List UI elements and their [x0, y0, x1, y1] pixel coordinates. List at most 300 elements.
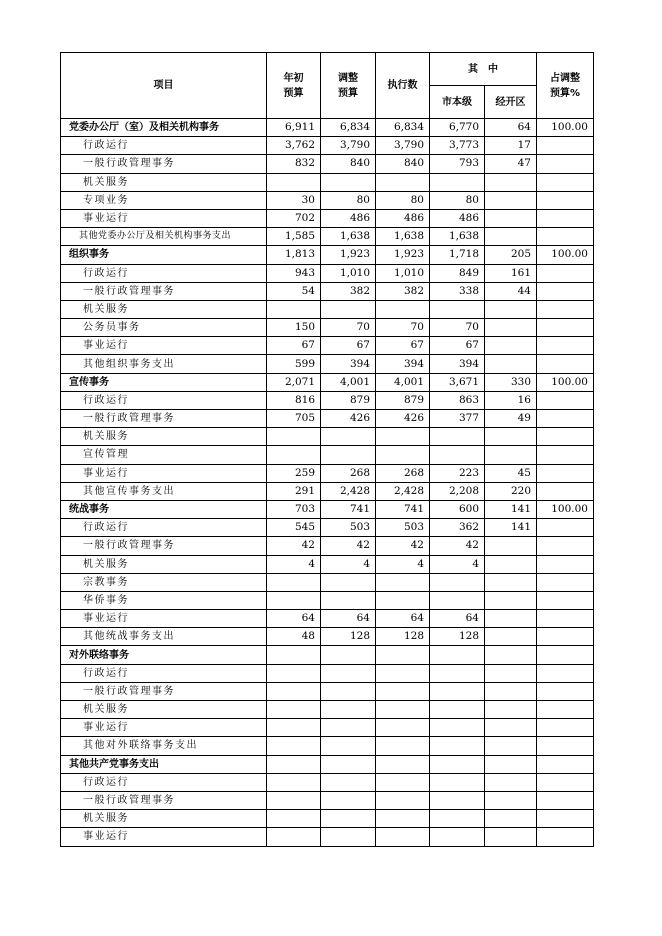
executed-cell: 486 [376, 209, 430, 227]
header-adjusted-budget [321, 53, 376, 119]
initial-budget-cell: 703 [267, 500, 321, 518]
pct-cell [537, 191, 594, 209]
city-level-cell: 80 [430, 191, 485, 209]
dev-zone-cell: 64 [485, 119, 537, 137]
category-name: 其他共产党事务支出 [61, 755, 267, 773]
adjusted-budget-cell [321, 428, 376, 446]
pct-cell [537, 155, 594, 173]
dev-zone-cell [485, 537, 537, 555]
adjusted-budget-cell [321, 810, 376, 828]
header-dev-zone: 经开区 [485, 86, 537, 119]
initial-budget-cell [267, 591, 321, 609]
executed-cell [376, 737, 430, 755]
adjusted-budget-cell: 268 [321, 464, 376, 482]
city-level-cell [430, 300, 485, 318]
item-name: 机关服务 [61, 555, 267, 573]
table-row [61, 337, 594, 355]
table-row [61, 682, 594, 700]
table-row [61, 737, 594, 755]
executed-cell: 128 [376, 628, 430, 646]
category-name: 宣传事务 [61, 373, 267, 391]
pct-cell [537, 464, 594, 482]
initial-budget-cell: 30 [267, 191, 321, 209]
executed-cell [376, 791, 430, 809]
table-row [61, 773, 594, 791]
executed-cell: 2,428 [376, 482, 430, 500]
adjusted-budget-cell: 3,790 [321, 137, 376, 155]
dev-zone-cell [485, 628, 537, 646]
item-name: 行政运行 [61, 664, 267, 682]
item-name: 宣传管理 [61, 446, 267, 464]
executed-cell [376, 828, 430, 846]
dev-zone-cell: 16 [485, 391, 537, 409]
adjusted-budget-cell: 486 [321, 209, 376, 227]
city-level-cell [430, 428, 485, 446]
item-name: 宗教事务 [61, 573, 267, 591]
adjusted-budget-cell: 503 [321, 519, 376, 537]
adjusted-budget-cell [321, 446, 376, 464]
pct-cell: 100.00 [537, 500, 594, 518]
pct-cell [537, 591, 594, 609]
dev-zone-cell [485, 337, 537, 355]
table-row [61, 610, 594, 628]
pct-cell [537, 228, 594, 246]
executed-cell [376, 646, 430, 664]
pct-cell [537, 610, 594, 628]
header-executed: 执行数 [376, 53, 430, 119]
initial-budget-cell: 1,813 [267, 246, 321, 264]
pct-cell [537, 137, 594, 155]
pct-cell [537, 173, 594, 191]
dev-zone-cell [485, 701, 537, 719]
adjusted-budget-cell: 879 [321, 391, 376, 409]
dev-zone-cell: 205 [485, 246, 537, 264]
category-name: 对外联络事务 [61, 646, 267, 664]
initial-budget-cell: 943 [267, 264, 321, 282]
adjusted-budget-cell [321, 682, 376, 700]
dev-zone-cell [485, 682, 537, 700]
table-row [61, 519, 594, 537]
dev-zone-cell [485, 591, 537, 609]
table-row [61, 464, 594, 482]
header-initial-text: 年初 预算 [283, 72, 304, 99]
initial-budget-cell: 702 [267, 209, 321, 227]
city-level-cell [430, 773, 485, 791]
initial-budget-cell: 150 [267, 319, 321, 337]
executed-cell: 42 [376, 537, 430, 555]
pct-cell: 100.00 [537, 373, 594, 391]
dev-zone-cell: 141 [485, 500, 537, 518]
dev-zone-cell [485, 810, 537, 828]
item-name: 公务员事务 [61, 319, 267, 337]
executed-cell: 394 [376, 355, 430, 373]
dev-zone-cell: 161 [485, 264, 537, 282]
item-name: 机关服务 [61, 173, 267, 191]
city-level-cell: 600 [430, 500, 485, 518]
table-row [61, 810, 594, 828]
item-name: 事业运行 [61, 719, 267, 737]
executed-cell: 426 [376, 410, 430, 428]
item-name: 事业运行 [61, 610, 267, 628]
table-row [61, 828, 594, 846]
adjusted-budget-cell: 1,010 [321, 264, 376, 282]
dev-zone-cell [485, 828, 537, 846]
executed-cell: 6,834 [376, 119, 430, 137]
initial-budget-cell [267, 446, 321, 464]
executed-cell [376, 573, 430, 591]
pct-cell [537, 446, 594, 464]
adjusted-budget-cell [321, 773, 376, 791]
initial-budget-cell: 67 [267, 337, 321, 355]
initial-budget-cell: 599 [267, 355, 321, 373]
pct-cell [537, 209, 594, 227]
pct-cell [537, 664, 594, 682]
table-row [61, 319, 594, 337]
item-name: 机关服务 [61, 300, 267, 318]
city-level-cell [430, 573, 485, 591]
pct-cell [537, 264, 594, 282]
item-name: 事业运行 [61, 828, 267, 846]
executed-cell: 879 [376, 391, 430, 409]
adjusted-budget-cell [321, 701, 376, 719]
adjusted-budget-cell: 42 [321, 537, 376, 555]
header-adjusted-text: 调整 预算 [338, 72, 358, 99]
pct-cell [537, 828, 594, 846]
pct-cell [537, 646, 594, 664]
city-level-cell [430, 173, 485, 191]
dev-zone-cell [485, 573, 537, 591]
initial-budget-cell [267, 173, 321, 191]
executed-cell: 268 [376, 464, 430, 482]
table-row [61, 428, 594, 446]
initial-budget-cell: 54 [267, 282, 321, 300]
item-name: 事业运行 [61, 209, 267, 227]
executed-cell [376, 300, 430, 318]
dev-zone-cell [485, 791, 537, 809]
table-row [61, 155, 594, 173]
pct-cell [537, 482, 594, 500]
item-name: 一般行政管理事务 [61, 791, 267, 809]
executed-cell: 741 [376, 500, 430, 518]
city-level-cell: 128 [430, 628, 485, 646]
pct-cell [537, 682, 594, 700]
table-row [61, 300, 594, 318]
executed-cell: 64 [376, 610, 430, 628]
pct-cell [537, 428, 594, 446]
pct-cell: 100.00 [537, 246, 594, 264]
initial-budget-cell: 291 [267, 482, 321, 500]
table-row [61, 355, 594, 373]
header-city-level: 市本级 [430, 86, 485, 119]
dev-zone-cell [485, 173, 537, 191]
adjusted-budget-cell: 2,428 [321, 482, 376, 500]
pct-cell: 100.00 [537, 119, 594, 137]
dev-zone-cell: 44 [485, 282, 537, 300]
city-level-cell [430, 810, 485, 828]
adjusted-budget-cell [321, 300, 376, 318]
dev-zone-cell [485, 773, 537, 791]
city-level-cell: 362 [430, 519, 485, 537]
initial-budget-cell: 832 [267, 155, 321, 173]
initial-budget-cell: 2,071 [267, 373, 321, 391]
city-level-cell: 849 [430, 264, 485, 282]
table-row [61, 410, 594, 428]
item-name: 一般行政管理事务 [61, 282, 267, 300]
initial-budget-cell [267, 755, 321, 773]
executed-cell [376, 755, 430, 773]
city-level-cell: 3,671 [430, 373, 485, 391]
executed-cell: 70 [376, 319, 430, 337]
dev-zone-cell [485, 446, 537, 464]
table-row [61, 482, 594, 500]
table-row [61, 500, 594, 518]
adjusted-budget-cell: 4,001 [321, 373, 376, 391]
header-of-which: 其 中 [430, 53, 537, 86]
table-row [61, 137, 594, 155]
executed-cell: 840 [376, 155, 430, 173]
table-row [61, 646, 594, 664]
dev-zone-cell: 49 [485, 410, 537, 428]
table-row [61, 282, 594, 300]
city-level-cell: 67 [430, 337, 485, 355]
pct-cell [537, 810, 594, 828]
initial-budget-cell [267, 810, 321, 828]
table-row [61, 791, 594, 809]
city-level-cell: 863 [430, 391, 485, 409]
city-level-cell: 42 [430, 537, 485, 555]
header-initial-budget [267, 53, 321, 119]
adjusted-budget-cell: 382 [321, 282, 376, 300]
pct-cell [537, 737, 594, 755]
city-level-cell: 1,638 [430, 228, 485, 246]
dev-zone-cell [485, 319, 537, 337]
executed-cell: 67 [376, 337, 430, 355]
pct-cell [537, 573, 594, 591]
adjusted-budget-cell [321, 173, 376, 191]
initial-budget-cell [267, 737, 321, 755]
pct-cell [537, 773, 594, 791]
table-body [61, 119, 594, 847]
executed-cell [376, 810, 430, 828]
item-name: 事业运行 [61, 337, 267, 355]
table-row [61, 373, 594, 391]
executed-cell [376, 446, 430, 464]
city-level-cell: 223 [430, 464, 485, 482]
table-row [61, 246, 594, 264]
item-name: 华侨事务 [61, 591, 267, 609]
item-name: 其他统战事务支出 [61, 628, 267, 646]
table-row [61, 446, 594, 464]
city-level-cell: 338 [430, 282, 485, 300]
table-row [61, 573, 594, 591]
header-pct-adjusted [537, 53, 594, 119]
item-name: 机关服务 [61, 810, 267, 828]
item-name: 行政运行 [61, 391, 267, 409]
initial-budget-cell [267, 300, 321, 318]
city-level-cell [430, 446, 485, 464]
city-level-cell: 6,770 [430, 119, 485, 137]
table-row [61, 591, 594, 609]
city-level-cell: 394 [430, 355, 485, 373]
adjusted-budget-cell [321, 791, 376, 809]
initial-budget-cell: 48 [267, 628, 321, 646]
adjusted-budget-cell [321, 591, 376, 609]
item-name: 专项业务 [61, 191, 267, 209]
pct-cell [537, 537, 594, 555]
initial-budget-cell [267, 682, 321, 700]
adjusted-budget-cell [321, 646, 376, 664]
executed-cell [376, 664, 430, 682]
dev-zone-cell: 141 [485, 519, 537, 537]
pct-cell [537, 391, 594, 409]
city-level-cell: 64 [430, 610, 485, 628]
dev-zone-cell [485, 555, 537, 573]
executed-cell [376, 428, 430, 446]
table-row [61, 719, 594, 737]
initial-budget-cell: 816 [267, 391, 321, 409]
city-level-cell [430, 719, 485, 737]
executed-cell: 1,010 [376, 264, 430, 282]
pct-cell [537, 337, 594, 355]
adjusted-budget-cell [321, 737, 376, 755]
category-name: 党委办公厅（室）及相关机构事务 [61, 119, 267, 137]
header-pct-text: 占调整 预算% [549, 72, 581, 99]
adjusted-budget-cell: 394 [321, 355, 376, 373]
pct-cell [537, 755, 594, 773]
table-row [61, 209, 594, 227]
dev-zone-cell: 330 [485, 373, 537, 391]
initial-budget-cell: 6,911 [267, 119, 321, 137]
pct-cell [537, 701, 594, 719]
item-name: 机关服务 [61, 701, 267, 719]
city-level-cell: 70 [430, 319, 485, 337]
table-row [61, 119, 594, 137]
dev-zone-cell [485, 664, 537, 682]
item-name: 机关服务 [61, 428, 267, 446]
item-name: 行政运行 [61, 519, 267, 537]
initial-budget-cell: 42 [267, 537, 321, 555]
adjusted-budget-cell: 426 [321, 410, 376, 428]
city-level-cell [430, 682, 485, 700]
executed-cell [376, 682, 430, 700]
pct-cell [537, 628, 594, 646]
table-row [61, 628, 594, 646]
dev-zone-cell: 45 [485, 464, 537, 482]
initial-budget-cell: 3,762 [267, 137, 321, 155]
executed-cell: 80 [376, 191, 430, 209]
adjusted-budget-cell: 128 [321, 628, 376, 646]
table-row [61, 755, 594, 773]
adjusted-budget-cell: 1,923 [321, 246, 376, 264]
executed-cell: 503 [376, 519, 430, 537]
dev-zone-cell [485, 755, 537, 773]
executed-cell [376, 173, 430, 191]
item-name: 一般行政管理事务 [61, 682, 267, 700]
pct-cell [537, 719, 594, 737]
dev-zone-cell [485, 610, 537, 628]
pct-cell [537, 791, 594, 809]
pct-cell [537, 282, 594, 300]
initial-budget-cell: 705 [267, 410, 321, 428]
pct-cell [537, 300, 594, 318]
table-row [61, 391, 594, 409]
item-name: 一般行政管理事务 [61, 537, 267, 555]
city-level-cell: 3,773 [430, 137, 485, 155]
dev-zone-cell [485, 300, 537, 318]
initial-budget-cell: 259 [267, 464, 321, 482]
table-row [61, 173, 594, 191]
initial-budget-cell [267, 791, 321, 809]
executed-cell [376, 591, 430, 609]
initial-budget-cell: 64 [267, 610, 321, 628]
dev-zone-cell [485, 428, 537, 446]
city-level-cell: 4 [430, 555, 485, 573]
item-name: 行政运行 [61, 137, 267, 155]
adjusted-budget-cell: 6,834 [321, 119, 376, 137]
executed-cell: 4,001 [376, 373, 430, 391]
pct-cell [537, 519, 594, 537]
city-level-cell [430, 737, 485, 755]
table-row [61, 664, 594, 682]
city-level-cell [430, 701, 485, 719]
initial-budget-cell [267, 573, 321, 591]
initial-budget-cell [267, 428, 321, 446]
adjusted-budget-cell: 4 [321, 555, 376, 573]
adjusted-budget-cell: 80 [321, 191, 376, 209]
city-level-cell [430, 591, 485, 609]
initial-budget-cell: 4 [267, 555, 321, 573]
adjusted-budget-cell: 70 [321, 319, 376, 337]
dev-zone-cell [485, 209, 537, 227]
table-row [61, 191, 594, 209]
city-level-cell [430, 664, 485, 682]
dev-zone-cell: 47 [485, 155, 537, 173]
city-level-cell [430, 755, 485, 773]
adjusted-budget-cell [321, 573, 376, 591]
adjusted-budget-cell [321, 719, 376, 737]
item-name: 事业运行 [61, 464, 267, 482]
category-name: 组织事务 [61, 246, 267, 264]
executed-cell: 3,790 [376, 137, 430, 155]
city-level-cell [430, 791, 485, 809]
item-name: 行政运行 [61, 264, 267, 282]
adjusted-budget-cell: 840 [321, 155, 376, 173]
dev-zone-cell [485, 737, 537, 755]
initial-budget-cell: 1,585 [267, 228, 321, 246]
item-name: 其他党委办公厅及相关机构事务支出 [61, 228, 267, 246]
table-row [61, 228, 594, 246]
executed-cell [376, 719, 430, 737]
category-name: 统战事务 [61, 500, 267, 518]
adjusted-budget-cell: 741 [321, 500, 376, 518]
executed-cell: 4 [376, 555, 430, 573]
table-row [61, 264, 594, 282]
city-level-cell: 2,208 [430, 482, 485, 500]
item-name: 其他对外联络事务支出 [61, 737, 267, 755]
table-row [61, 537, 594, 555]
dev-zone-cell [485, 355, 537, 373]
item-name: 行政运行 [61, 773, 267, 791]
adjusted-budget-cell [321, 828, 376, 846]
executed-cell [376, 773, 430, 791]
initial-budget-cell [267, 719, 321, 737]
initial-budget-cell [267, 646, 321, 664]
dev-zone-cell [485, 646, 537, 664]
pct-cell [537, 355, 594, 373]
adjusted-budget-cell [321, 664, 376, 682]
item-name: 其他宣传事务支出 [61, 482, 267, 500]
budget-table [60, 52, 594, 847]
